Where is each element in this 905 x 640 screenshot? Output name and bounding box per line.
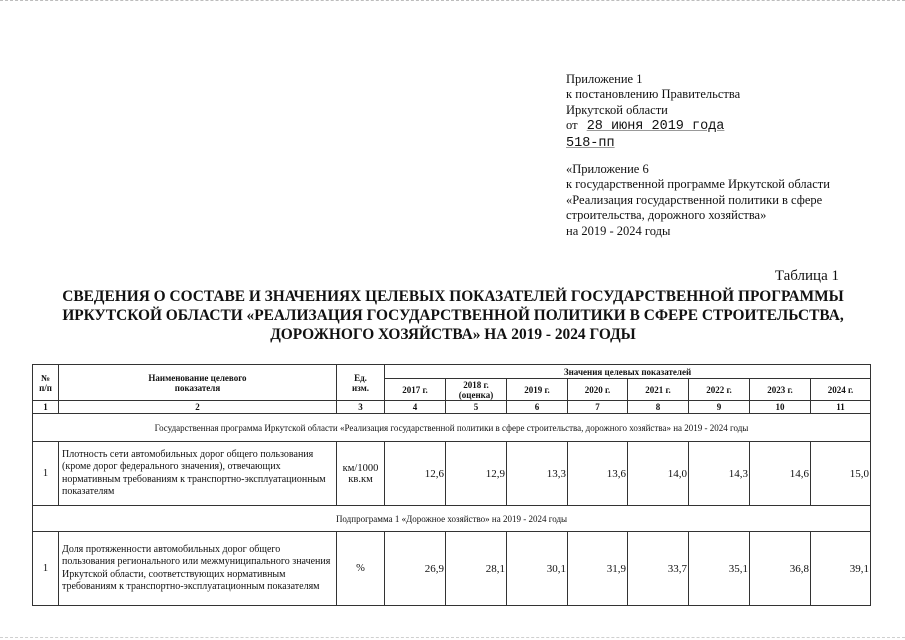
header-num (33, 365, 59, 401)
column-number-row (33, 401, 871, 414)
subprogram-title-row (33, 506, 871, 532)
row1-name: Плотность сети автомобильных дорог общего пользования (кроме дорог федерального значения), отвечающих нормативным требованиям к транспортно-эксплуатационным показателям (59, 442, 337, 506)
appendix-2-block (566, 162, 866, 239)
row1-unit-line-1: км/1000 (342, 462, 379, 474)
document-title (30, 287, 876, 344)
row1-value-2019: 13,3 (507, 442, 568, 506)
appendix-line-3: Иркутской области (566, 102, 668, 117)
col-num-7: 7 (568, 401, 628, 414)
col-num-5: 5 (446, 401, 507, 414)
header-row-1 (33, 365, 871, 379)
header-year-2020: 2020 г. (568, 379, 628, 401)
appendix-date: 28 июня 2019 года (586, 119, 725, 135)
row1-value-2024: 15,0 (811, 442, 871, 506)
indicator-row-2 (33, 532, 871, 606)
row2-unit: % (337, 532, 385, 606)
appendix-line-2: к постановлению Правительства (566, 87, 741, 102)
row1-unit-line-2: кв.км (348, 473, 373, 485)
header-year-2019: 2019 г. (507, 379, 568, 401)
row1-value-2023: 14,6 (750, 442, 811, 506)
appendix-2-line-1: «Приложение 6 (566, 162, 649, 176)
title-line-2: ИРКУТСКОЙ ОБЛАСТИ «РЕАЛИЗАЦИЯ ГОСУДАРСТВЕННОЙ ПОЛИТИКИ В СФЕРЕ СТРОИТЕЛЬСТВА, (62, 307, 844, 324)
header-year-2018 (446, 379, 507, 401)
col-num-2: 2 (59, 401, 337, 414)
appendix-2-line-3: «Реализация государственной политики в сфере (566, 192, 823, 207)
header-year-2021: 2021 г. (628, 379, 689, 401)
appendix-from-label: от (566, 118, 578, 133)
row1-value-2017: 12,6 (385, 442, 446, 506)
row2-value-2018: 28,1 (446, 532, 507, 606)
col-num-11: 11 (811, 401, 871, 414)
header-year-2017: 2017 г. (385, 379, 446, 401)
row2-value-2019: 30,1 (507, 532, 568, 606)
col-num-4: 4 (385, 401, 446, 414)
appendix-block (566, 72, 866, 151)
row1-unit (337, 442, 385, 506)
program-title-cell: Государственная программа Иркутской области «Реализация государственной политики в сфере строительства, дорожного хозяйства» на 2019 - 2024 годы (33, 414, 871, 442)
top-edge-line (0, 0, 905, 3)
header-unit-line-1: Ед. (354, 372, 367, 383)
header-unit-line-2: изм. (351, 382, 370, 393)
appendix-2-line-5: на 2019 - 2024 годы (566, 223, 671, 238)
header-year-2018-line-1: 2018 г. (463, 379, 489, 390)
title-line-3: ДОРОЖНОГО ХОЗЯЙСТВА» НА 2019 - 2024 ГОДЫ (270, 326, 636, 343)
header-num-line-2: п/п (39, 382, 52, 393)
title-line-1: СВЕДЕНИЯ О СОСТАВЕ И ЗНАЧЕНИЯХ ЦЕЛЕВЫХ ПОКАЗАТЕЛЕЙ ГОСУДАРСТВЕННОЙ ПРОГРАММЫ (62, 288, 844, 305)
col-num-8: 8 (628, 401, 689, 414)
appendix-2-line-4: строительства, дорожного хозяйства» (566, 208, 767, 223)
appendix-number-line (566, 135, 866, 151)
appendix-number: 518-пп (566, 135, 615, 151)
subprogram-title-cell: Подпрограмма 1 «Дорожное хозяйство» на 2019 - 2024 годы (33, 506, 871, 532)
row2-value-2017: 26,9 (385, 532, 446, 606)
row2-name: Доля протяженности автомобильных дорог общего пользования регионального или межмуниципального значения Иркутской области, соответствующих нормативным требованиям к транспортно-эксплуатационным показателям (59, 532, 337, 606)
indicator-row-1 (33, 442, 871, 506)
row1-value-2020: 13,6 (568, 442, 628, 506)
appendix-date-line (566, 118, 866, 134)
row2-value-2020: 31,9 (568, 532, 628, 606)
header-values-group: Значения целевых показателей (385, 365, 871, 379)
row1-value-2021: 14,0 (628, 442, 689, 506)
appendix-line-1: Приложение 1 (566, 72, 643, 86)
appendix-2-line-2: к государственной программе Иркутской области (566, 177, 830, 192)
header-name-line-2: показателя (174, 382, 221, 393)
row2-num: 1 (33, 532, 59, 606)
row2-value-2021: 33,7 (628, 532, 689, 606)
header-year-2018-line-2: (оценка) (458, 389, 494, 400)
header-year-2024: 2024 г. (811, 379, 871, 401)
col-num-1: 1 (33, 401, 59, 414)
program-title-row (33, 414, 871, 442)
bottom-edge-line (0, 637, 905, 638)
table-label: Таблица 1 (774, 268, 839, 284)
col-num-10: 10 (750, 401, 811, 414)
row2-value-2023: 36,8 (750, 532, 811, 606)
row1-num: 1 (33, 442, 59, 506)
row2-value-2022: 35,1 (689, 532, 750, 606)
row2-value-2024: 39,1 (811, 532, 871, 606)
col-num-3: 3 (337, 401, 385, 414)
indicators-table (32, 364, 871, 606)
col-num-6: 6 (507, 401, 568, 414)
col-num-9: 9 (689, 401, 750, 414)
header-unit (337, 365, 385, 401)
header-name (59, 365, 337, 401)
header-year-2022: 2022 г. (689, 379, 750, 401)
row1-value-2022: 14,3 (689, 442, 750, 506)
header-name-line-1: Наименование целевого (148, 372, 247, 383)
row1-value-2018: 12,9 (446, 442, 507, 506)
header-num-line-1: № (40, 372, 51, 383)
header-year-2023: 2023 г. (750, 379, 811, 401)
